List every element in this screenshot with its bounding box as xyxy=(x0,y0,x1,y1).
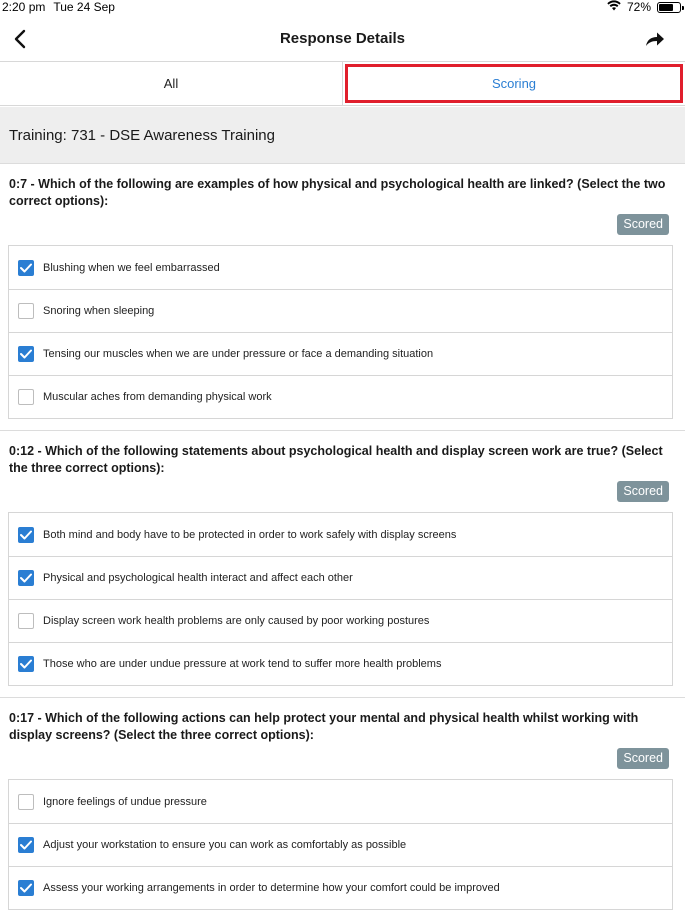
divider xyxy=(0,697,685,698)
checkmark-icon xyxy=(20,659,32,669)
option-row[interactable] xyxy=(9,642,672,685)
option-label: Display screen work health problems are only caused by poor working postures xyxy=(43,615,430,627)
checkbox-checked[interactable] xyxy=(18,837,34,853)
scored-badge: Scored xyxy=(617,748,669,769)
option-label: Adjust your workstation to ensure you can work as comfortably as possible xyxy=(43,839,407,851)
checkbox-unchecked[interactable] xyxy=(18,794,34,810)
question-text: 0:12 - Which of the following statements about psychological health and display screen work are true? (Select the three correct options): xyxy=(9,444,663,475)
status-time: 2:20 pm xyxy=(2,0,46,14)
checkmark-icon xyxy=(20,840,32,850)
tab-scoring-label: Scoring xyxy=(491,76,537,91)
option-label: Both mind and body have to be protected in order to work safely with display screens xyxy=(43,528,457,541)
scored-badge: Scored xyxy=(617,214,669,235)
status-bar xyxy=(0,0,685,16)
status-date: Tue 24 Sep xyxy=(53,0,115,14)
option-row[interactable] xyxy=(9,780,672,823)
checkmark-icon xyxy=(20,530,32,540)
checkbox-checked[interactable] xyxy=(18,260,34,276)
option-row[interactable] xyxy=(9,289,672,332)
option-label: Physical and psychological health interact and affect each other xyxy=(43,572,353,584)
checkmark-icon xyxy=(20,349,32,359)
question-2 xyxy=(0,443,685,670)
status-left xyxy=(2,0,115,14)
option-label: Those who are under undue pressure at work tend to suffer more health problems xyxy=(43,658,442,670)
checkmark-icon xyxy=(20,263,32,273)
option-row[interactable] xyxy=(9,823,672,866)
battery-percent: 72% xyxy=(626,0,651,14)
battery-icon xyxy=(657,2,681,13)
share-button[interactable] xyxy=(641,26,669,52)
option-label: Muscular aches from demanding physical work xyxy=(43,391,272,403)
battery-level xyxy=(659,4,673,11)
tab-bar xyxy=(0,61,685,106)
option-row[interactable] xyxy=(9,332,672,375)
checkmark-icon xyxy=(20,573,32,583)
options-list xyxy=(8,779,673,910)
option-row[interactable] xyxy=(9,599,672,642)
option-row[interactable] xyxy=(9,556,672,599)
wifi-icon xyxy=(607,0,621,14)
option-label: Ignore feelings of undue pressure xyxy=(43,795,207,808)
page-title: Response Details xyxy=(279,30,406,47)
option-label: Blushing when we feel embarrassed xyxy=(43,261,220,274)
options-list xyxy=(8,512,673,686)
checkbox-checked[interactable] xyxy=(18,570,34,586)
nav-bar xyxy=(0,18,685,60)
checkbox-checked[interactable] xyxy=(18,527,34,543)
checkbox-checked[interactable] xyxy=(18,880,34,896)
checkbox-checked[interactable] xyxy=(18,656,34,672)
checkbox-checked[interactable] xyxy=(18,346,34,362)
question-text: 0:7 - Which of the following are examples of how physical and psychological health are linked? (Select the two correct options): xyxy=(9,177,666,208)
status-right xyxy=(607,0,681,14)
checkbox-unchecked[interactable] xyxy=(18,389,34,405)
tab-scoring[interactable] xyxy=(343,62,685,105)
question-3 xyxy=(0,710,685,894)
checkmark-icon xyxy=(20,883,32,893)
option-row[interactable] xyxy=(9,246,672,289)
scored-badge: Scored xyxy=(617,481,669,502)
option-row[interactable] xyxy=(9,866,672,909)
checkbox-unchecked[interactable] xyxy=(18,303,34,319)
tab-all[interactable]: All xyxy=(0,62,343,105)
option-label: Snoring when sleeping xyxy=(43,305,155,317)
option-label: Assess your working arrangements in order to determine how your comfort could be improved xyxy=(43,882,500,894)
option-label: Tensing our muscles when we are under pressure or face a demanding situation xyxy=(43,348,434,360)
question-text: 0:17 - Which of the following actions can help protect your mental and physical health whilst working with display screens? (Select the three correct options): xyxy=(9,711,639,742)
share-arrow-icon xyxy=(645,31,665,47)
checkbox-unchecked[interactable] xyxy=(18,613,34,629)
options-list xyxy=(8,245,673,419)
question-1 xyxy=(0,176,685,403)
training-title: Training: 731 - DSE Awareness Training xyxy=(0,107,685,164)
option-row[interactable] xyxy=(9,375,672,418)
option-row[interactable] xyxy=(9,513,672,556)
divider xyxy=(0,430,685,431)
